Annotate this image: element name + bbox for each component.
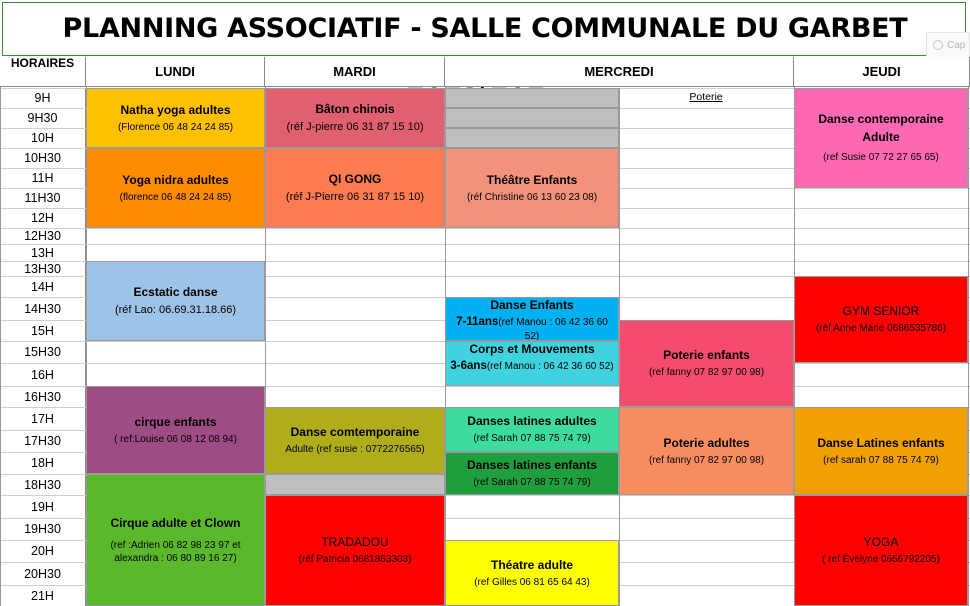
lundi-natha-yoga[interactable] [86,88,265,148]
activity-contact-text: (ref Manou : 06 42 36 60 52) [486,361,614,372]
page-title: PLANNING ASSOCIATIF - SALLE COMMUNALE DU GARBET [62,13,908,44]
activity-contact: (réf J-Pierre 06 31 87 15 10) [285,190,425,203]
mercredi-danse-enfants[interactable] [445,297,619,341]
mardi-gray-slot [265,474,445,495]
hour-label: 10H [0,129,86,148]
activity-contact: (ref sarah 07 88 75 74 79) [823,454,939,466]
activity-title: Yoga nidra adultes [122,172,229,187]
hour-label: 12H30 [0,229,86,244]
activity-contact: (réf Anne Marie 0686535786) [815,323,947,334]
activity-contact: (ref Sarah 07 88 75 74 79) [473,477,591,488]
mercredi-poterie-adultes[interactable] [619,407,794,495]
hour-label: 21H [0,586,86,606]
activity-contact [449,315,615,341]
mardi-qi-gong[interactable] [265,148,445,228]
activity-title: Bâton chinois [315,101,395,116]
activity-contact: ( ref Évelyne 0656792205) [822,554,940,565]
activity-title-line2: Adulte [862,130,900,144]
activity-title: Danses latines adultes [467,414,597,428]
activity-contact: (ref fanny 07 82 97 00 98) [648,454,765,466]
hour-label: 16H [0,364,86,386]
hour-label: 20H30 [0,563,86,585]
jeudi-danse-contemporaine[interactable] [794,88,968,188]
hour-label: 20H [0,541,86,562]
activity-title: YOGA [863,535,899,549]
activity-contact: (ref fanny 07 82 97 00 98) [648,367,765,378]
activity-title: Poterie enfants [663,348,750,362]
hour-label: 19H [0,496,86,518]
activity-contact [110,539,240,565]
mercredi-danses-latines-adultes[interactable] [445,407,619,452]
activity-contact: (réf Lao: 06.69.31.18.66) [114,303,237,316]
mardi-tradadou[interactable] [265,495,445,606]
activity-title: Corps et Mouvements [469,342,595,356]
activity-title: Ecstatic danse [133,284,218,299]
hour-label: 15H30 [0,342,86,363]
grid-col-line [968,57,969,606]
hour-label: 17H [0,408,86,430]
mercredi-gray-10h [445,128,619,148]
hour-label: 13H30 [0,262,86,276]
activity-contact: (réf Patricia 0681863303) [298,554,412,565]
activity-contact: (ref Gilles 06 81 65 64 43) [474,576,590,588]
activity-title: Théâtre Enfants [486,172,578,187]
activity-age: 7-11ans [456,316,499,328]
mercredi-theatre-adulte[interactable] [445,540,619,606]
jeudi-yoga[interactable] [794,495,968,606]
hour-label: 14H [0,277,86,297]
hour-label: 15H [0,321,86,341]
mercredi-poterie-enfants[interactable] [619,320,794,407]
hour-label: 11H [0,169,86,188]
lundi-cirque-adulte[interactable] [86,474,265,606]
activity-title [818,112,943,145]
activity-title: TRADADOU [321,535,389,549]
activity-title: Danse Enfants [490,298,574,312]
hour-label: 9H30 [0,109,86,128]
header-horaires [0,57,86,87]
activity-title: Théatre adulte [490,557,574,572]
jeudi-gym-senior[interactable] [794,276,968,363]
activity-title: Cirque adulte et Clown [110,515,241,530]
activity-contact-text: (ref Manou : 06 42 36 60 52) [498,317,608,341]
mercredi-theatre-enfants[interactable] [445,148,619,228]
mardi-danse-contemporaine[interactable] [265,407,445,474]
activity-contact: Adulte (ref susie : 0772276565) [285,444,425,455]
activity-contact [450,359,613,374]
activity-title-line1: Danse contemporaine [818,112,944,126]
activity-title: Poterie adultes [663,435,750,450]
hour-label: 9H [0,89,86,108]
grid-row-line [0,228,970,229]
mercredi-danses-latines-enfants[interactable] [445,452,619,495]
lundi-yoga-nidra[interactable] [86,148,265,228]
activity-contact-line2: alexandra : 06 80 89 16 27) [114,552,237,564]
camera-icon [933,40,943,50]
capture-button[interactable] [926,32,970,58]
activity-contact: (ref Susie 07 72 27 65 65) [823,152,939,163]
hour-label: 16H30 [0,387,86,407]
activity-title: QI GONG [328,171,382,186]
header-jeudi: JEUDI [794,57,970,87]
hour-label: 18H [0,453,86,474]
poterie-link[interactable]: Poterie [689,91,723,103]
activity-title: GYM SENIOR [842,304,920,318]
activity-contact: (florence 06 48 24 24 85) [119,191,232,203]
header-mercredi: MERCREDI [445,57,794,87]
hour-label: 12H [0,209,86,228]
hour-label: 14H30 [0,298,86,320]
hour-label: 10H30 [0,149,86,168]
hour-label: 19H30 [0,519,86,540]
hour-label: 17H30 [0,431,86,452]
mercredi-gray-9h30 [445,108,619,128]
hour-label: 13H [0,245,86,261]
activity-contact: (ref Sarah 07 88 75 74 79) [473,433,591,444]
grid-row-line [0,244,970,245]
activity-age: 3-6ans [450,360,487,372]
activity-title: Danse comtemporaine [290,425,420,439]
mardi-baton-chinois[interactable] [265,88,445,148]
hour-label: 18H30 [0,475,86,495]
lundi-cirque-enfants[interactable] [86,386,265,474]
mercredi-corps-mouvements[interactable] [445,341,619,386]
hour-label: 11H30 [0,189,86,208]
mercredi-gray-9h [445,88,619,108]
capture-label: Cap [947,40,966,51]
activity-title: Natha yoga adultes [120,102,231,117]
header-horaires-label: HORAIRES [10,56,75,70]
lundi-ecstatic-danse[interactable] [86,261,265,341]
jeudi-danse-latines[interactable] [794,407,968,495]
activity-contact: (réf Christine 06 13 60 23 08) [466,191,598,203]
activity-contact-line1: (ref :Adrien 06 82 98 23 97 et [110,539,241,551]
activity-title: cirque enfants [134,414,217,429]
activity-contact: (réf J-pierre 06 31 87 15 10) [286,120,424,133]
activity-contact: (Florence 06 48 24 24 85) [117,121,234,133]
header-lundi: LUNDI [86,57,265,87]
activity-contact: ( ref:Louise 06 08 12 08 94) [114,433,237,445]
activity-title: Danses latines enfants [466,458,598,472]
activity-title: Danse Latines enfants [817,435,945,450]
header-mardi: MARDI [265,57,445,87]
